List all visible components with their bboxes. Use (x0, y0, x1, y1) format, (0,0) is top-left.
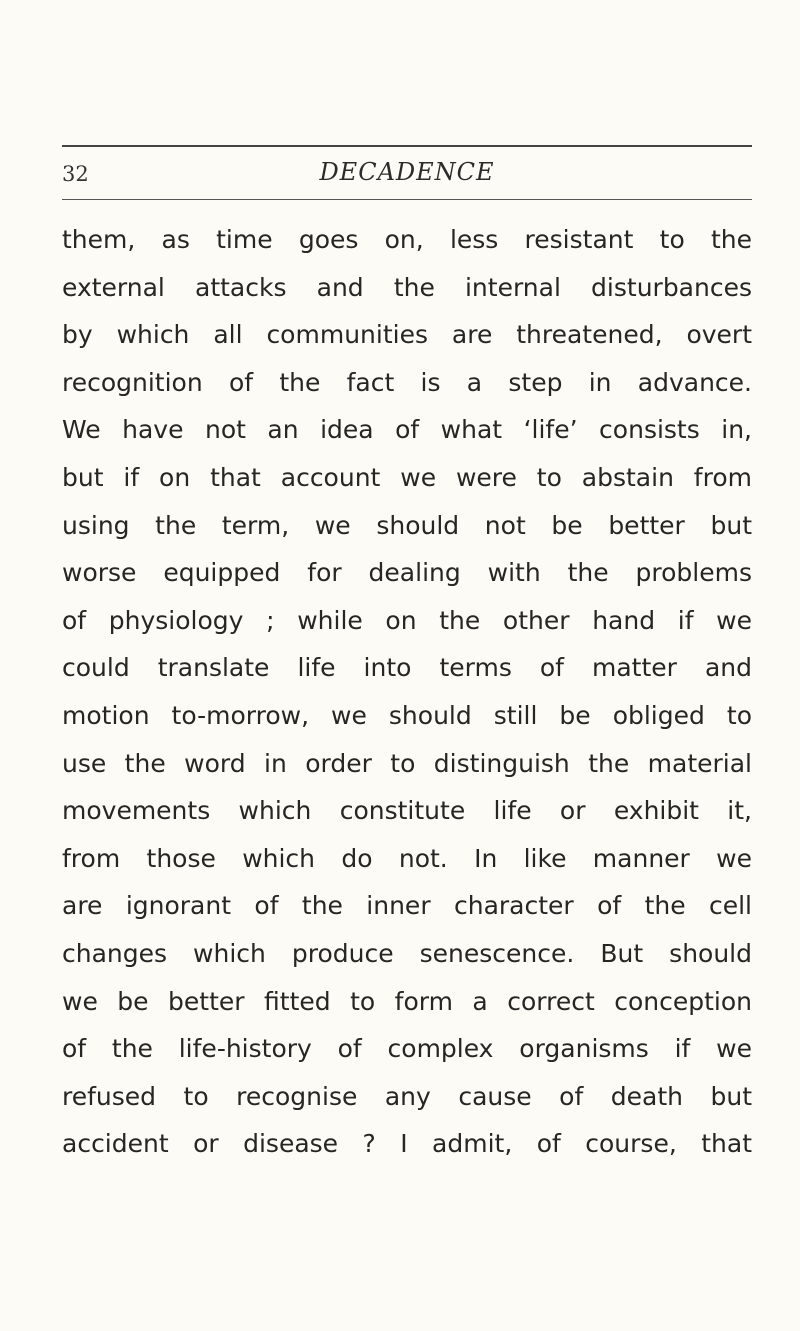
text-line: changes which produce senescence. But should (62, 938, 752, 968)
text-line: We have not an idea of what ‘life’ consists in, (62, 415, 752, 445)
text-line: motion to-morrow, we should still be obliged to (62, 700, 752, 730)
page-header (62, 158, 752, 194)
text-line: could translate life into terms of matter and (62, 653, 752, 683)
text-line: using the term, we should not be better but (62, 510, 752, 540)
text-line: movements which constitute life or exhibit it, (62, 796, 752, 826)
text-line: external attacks and the internal disturbances (62, 272, 752, 302)
text-line: of physiology ; while on the other hand if we (62, 605, 752, 635)
text-line: from those which do not. In like manner we (62, 843, 752, 873)
text-line: worse equipped for dealing with the problems (62, 558, 752, 588)
page-number: 32 (62, 162, 89, 186)
text-line: are ignorant of the inner character of the cell (62, 891, 752, 921)
text-line: use the word in order to distinguish the material (62, 748, 752, 778)
text-line: we be better fitted to form a correct conception (62, 986, 752, 1016)
body-text (62, 216, 752, 1168)
text-line: them, as time goes on, less resistant to the (62, 225, 752, 254)
text-line: recognition of the fact is a step in advance. (62, 367, 752, 397)
header-bottom-rule (62, 199, 752, 200)
text-line: but if on that account we were to abstain from (62, 462, 752, 492)
text-line: by which all communities are threatened, overt (62, 320, 752, 350)
text-line: of the life-history of complex organisms if we (62, 1034, 752, 1064)
header-top-rule (62, 145, 752, 147)
running-head: DECADENCE (319, 158, 495, 186)
text-line: accident or disease ? I admit, of course, that (62, 1129, 752, 1159)
text-line: refused to recognise any cause of death but (62, 1081, 752, 1111)
